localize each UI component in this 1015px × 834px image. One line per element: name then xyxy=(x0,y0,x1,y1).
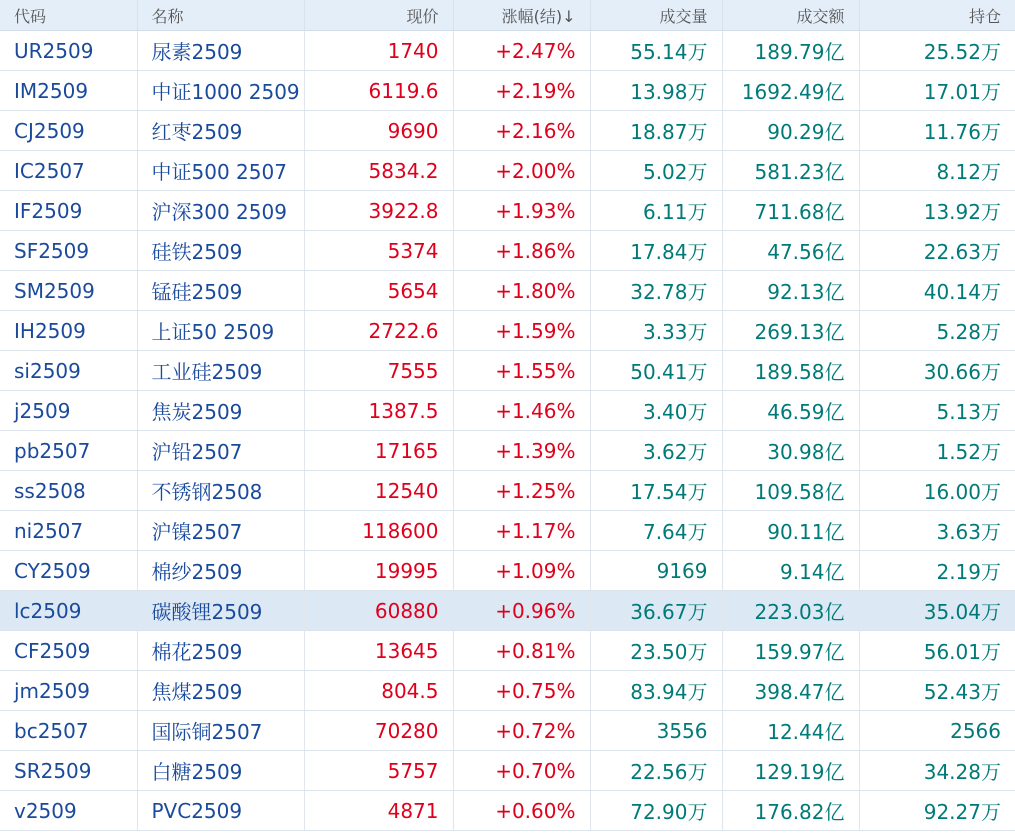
column-header-open-interest[interactable]: 持仓 xyxy=(859,0,1015,31)
table-row[interactable] xyxy=(0,631,1015,671)
open-interest-cell: 13.92万 xyxy=(859,191,1015,231)
contract-name-cell: 硅铁2509 xyxy=(137,231,304,271)
last-price-cell: 12540 xyxy=(304,471,453,511)
open-interest-cell: 2.19万 xyxy=(859,551,1015,591)
table-row[interactable] xyxy=(0,31,1015,71)
last-price-cell: 19995 xyxy=(304,551,453,591)
table-row[interactable] xyxy=(0,351,1015,391)
volume-cell: 55.14万 xyxy=(590,31,722,71)
volume-cell: 3556 xyxy=(590,711,722,751)
change-percent-cell: +1.80% xyxy=(453,271,590,311)
table-row[interactable] xyxy=(0,471,1015,511)
contract-code-cell: IC2507 xyxy=(0,151,137,191)
last-price-cell: 1387.5 xyxy=(304,391,453,431)
last-price-cell: 804.5 xyxy=(304,671,453,711)
contract-code-cell: ss2508 xyxy=(0,471,137,511)
volume-cell: 5.02万 xyxy=(590,151,722,191)
volume-cell: 13.98万 xyxy=(590,71,722,111)
open-interest-cell: 30.66万 xyxy=(859,351,1015,391)
change-percent-cell: +1.46% xyxy=(453,391,590,431)
turnover-amount-cell: 223.03亿 xyxy=(722,591,859,631)
turnover-amount-cell: 269.13亿 xyxy=(722,311,859,351)
table-row[interactable] xyxy=(0,71,1015,111)
open-interest-cell: 2566 xyxy=(859,711,1015,751)
turnover-amount-cell: 47.56亿 xyxy=(722,231,859,271)
change-percent-cell: +1.25% xyxy=(453,471,590,511)
turnover-amount-cell: 189.58亿 xyxy=(722,351,859,391)
contract-code-cell: IM2509 xyxy=(0,71,137,111)
contract-name-cell: 焦炭2509 xyxy=(137,391,304,431)
contract-name-cell: 焦煤2509 xyxy=(137,671,304,711)
change-percent-cell: +2.00% xyxy=(453,151,590,191)
contract-name-cell: 工业硅2509 xyxy=(137,351,304,391)
last-price-cell: 6119.6 xyxy=(304,71,453,111)
turnover-amount-cell: 9.14亿 xyxy=(722,551,859,591)
contract-name-cell: 中证1000 2509 xyxy=(137,71,304,111)
table-row[interactable] xyxy=(0,231,1015,271)
contract-name-cell: PVC2509 xyxy=(137,791,304,831)
change-percent-cell: +2.16% xyxy=(453,111,590,151)
open-interest-cell: 52.43万 xyxy=(859,671,1015,711)
contract-code-cell: IF2509 xyxy=(0,191,137,231)
turnover-amount-cell: 30.98亿 xyxy=(722,431,859,471)
volume-cell: 3.62万 xyxy=(590,431,722,471)
turnover-amount-cell: 90.11亿 xyxy=(722,511,859,551)
last-price-cell: 4871 xyxy=(304,791,453,831)
change-percent-cell: +1.59% xyxy=(453,311,590,351)
contract-code-cell: CF2509 xyxy=(0,631,137,671)
column-header-price[interactable]: 现价 xyxy=(304,0,453,31)
volume-cell: 6.11万 xyxy=(590,191,722,231)
turnover-amount-cell: 129.19亿 xyxy=(722,751,859,791)
open-interest-cell: 11.76万 xyxy=(859,111,1015,151)
turnover-amount-cell: 176.82亿 xyxy=(722,791,859,831)
contract-name-cell: 棉花2509 xyxy=(137,631,304,671)
change-percent-cell: +0.72% xyxy=(453,711,590,751)
table-row[interactable] xyxy=(0,551,1015,591)
volume-cell: 50.41万 xyxy=(590,351,722,391)
last-price-cell: 17165 xyxy=(304,431,453,471)
contract-code-cell: jm2509 xyxy=(0,671,137,711)
contract-name-cell: 沪镍2507 xyxy=(137,511,304,551)
open-interest-cell: 17.01万 xyxy=(859,71,1015,111)
table-row[interactable] xyxy=(0,271,1015,311)
last-price-cell: 60880 xyxy=(304,591,453,631)
table-row[interactable] xyxy=(0,151,1015,191)
volume-cell: 72.90万 xyxy=(590,791,722,831)
open-interest-cell: 35.04万 xyxy=(859,591,1015,631)
contract-code-cell: lc2509 xyxy=(0,591,137,631)
table-body xyxy=(0,31,1015,831)
column-header-amount[interactable]: 成交额 xyxy=(722,0,859,31)
table-row[interactable] xyxy=(0,431,1015,471)
contract-name-cell: 红枣2509 xyxy=(137,111,304,151)
change-percent-cell: +1.17% xyxy=(453,511,590,551)
contract-code-cell: CY2509 xyxy=(0,551,137,591)
turnover-amount-cell: 159.97亿 xyxy=(722,631,859,671)
last-price-cell: 9690 xyxy=(304,111,453,151)
volume-cell: 32.78万 xyxy=(590,271,722,311)
open-interest-cell: 25.52万 xyxy=(859,31,1015,71)
contract-name-cell: 中证500 2507 xyxy=(137,151,304,191)
column-header-volume[interactable]: 成交量 xyxy=(590,0,722,31)
turnover-amount-cell: 46.59亿 xyxy=(722,391,859,431)
open-interest-cell: 3.63万 xyxy=(859,511,1015,551)
last-price-cell: 2722.6 xyxy=(304,311,453,351)
open-interest-cell: 1.52万 xyxy=(859,431,1015,471)
last-price-cell: 7555 xyxy=(304,351,453,391)
volume-cell: 22.56万 xyxy=(590,751,722,791)
contract-code-cell: SM2509 xyxy=(0,271,137,311)
last-price-cell: 5654 xyxy=(304,271,453,311)
open-interest-cell: 92.27万 xyxy=(859,791,1015,831)
volume-cell: 7.64万 xyxy=(590,511,722,551)
volume-cell: 36.67万 xyxy=(590,591,722,631)
change-percent-cell: +1.86% xyxy=(453,231,590,271)
last-price-cell: 70280 xyxy=(304,711,453,751)
open-interest-cell: 5.28万 xyxy=(859,311,1015,351)
last-price-cell: 5374 xyxy=(304,231,453,271)
table-row[interactable] xyxy=(0,791,1015,831)
contract-code-cell: pb2507 xyxy=(0,431,137,471)
contract-code-cell: j2509 xyxy=(0,391,137,431)
table-row[interactable] xyxy=(0,311,1015,351)
volume-cell: 17.84万 xyxy=(590,231,722,271)
change-percent-cell: +1.93% xyxy=(453,191,590,231)
contract-name-cell: 沪深300 2509 xyxy=(137,191,304,231)
contract-name-cell: 国际铜2507 xyxy=(137,711,304,751)
table-row[interactable] xyxy=(0,391,1015,431)
last-price-cell: 3922.8 xyxy=(304,191,453,231)
volume-cell: 3.40万 xyxy=(590,391,722,431)
table-row[interactable] xyxy=(0,191,1015,231)
volume-cell: 23.50万 xyxy=(590,631,722,671)
last-price-cell: 118600 xyxy=(304,511,453,551)
last-price-cell: 13645 xyxy=(304,631,453,671)
change-percent-cell: +2.47% xyxy=(453,31,590,71)
contract-code-cell: bc2507 xyxy=(0,711,137,751)
contract-name-cell: 碳酸锂2509 xyxy=(137,591,304,631)
contract-name-cell: 锰硅2509 xyxy=(137,271,304,311)
change-percent-cell: +1.39% xyxy=(453,431,590,471)
change-percent-cell: +0.60% xyxy=(453,791,590,831)
open-interest-cell: 5.13万 xyxy=(859,391,1015,431)
turnover-amount-cell: 12.44亿 xyxy=(722,711,859,751)
turnover-amount-cell: 1692.49亿 xyxy=(722,71,859,111)
contract-code-cell: SR2509 xyxy=(0,751,137,791)
change-percent-cell: +0.81% xyxy=(453,631,590,671)
contract-code-cell: ni2507 xyxy=(0,511,137,551)
turnover-amount-cell: 92.13亿 xyxy=(722,271,859,311)
column-header-code[interactable]: 代码 xyxy=(0,0,137,31)
change-percent-cell: +0.70% xyxy=(453,751,590,791)
table-row[interactable] xyxy=(0,111,1015,151)
volume-cell: 18.87万 xyxy=(590,111,722,151)
open-interest-cell: 16.00万 xyxy=(859,471,1015,511)
contract-code-cell: v2509 xyxy=(0,791,137,831)
turnover-amount-cell: 581.23亿 xyxy=(722,151,859,191)
contract-code-cell: IH2509 xyxy=(0,311,137,351)
contract-name-cell: 尿素2509 xyxy=(137,31,304,71)
open-interest-cell: 22.63万 xyxy=(859,231,1015,271)
table-row[interactable] xyxy=(0,671,1015,711)
contract-code-cell: CJ2509 xyxy=(0,111,137,151)
open-interest-cell: 8.12万 xyxy=(859,151,1015,191)
open-interest-cell: 56.01万 xyxy=(859,631,1015,671)
turnover-amount-cell: 109.58亿 xyxy=(722,471,859,511)
turnover-amount-cell: 189.79亿 xyxy=(722,31,859,71)
turnover-amount-cell: 90.29亿 xyxy=(722,111,859,151)
volume-cell: 9169 xyxy=(590,551,722,591)
contract-code-cell: si2509 xyxy=(0,351,137,391)
contract-code-cell: SF2509 xyxy=(0,231,137,271)
contract-name-cell: 白糖2509 xyxy=(137,751,304,791)
open-interest-cell: 34.28万 xyxy=(859,751,1015,791)
column-header-change-sorted[interactable]: 涨幅(结)↓ xyxy=(453,0,590,31)
volume-cell: 83.94万 xyxy=(590,671,722,711)
open-interest-cell: 40.14万 xyxy=(859,271,1015,311)
change-percent-cell: +1.55% xyxy=(453,351,590,391)
last-price-cell: 5834.2 xyxy=(304,151,453,191)
turnover-amount-cell: 711.68亿 xyxy=(722,191,859,231)
table-row[interactable] xyxy=(0,711,1015,751)
table-row[interactable] xyxy=(0,751,1015,791)
last-price-cell: 5757 xyxy=(304,751,453,791)
turnover-amount-cell: 398.47亿 xyxy=(722,671,859,711)
table-row[interactable] xyxy=(0,511,1015,551)
change-percent-cell: +2.19% xyxy=(453,71,590,111)
contract-name-cell: 棉纱2509 xyxy=(137,551,304,591)
contract-name-cell: 沪铅2507 xyxy=(137,431,304,471)
volume-cell: 3.33万 xyxy=(590,311,722,351)
volume-cell: 17.54万 xyxy=(590,471,722,511)
contract-code-cell: UR2509 xyxy=(0,31,137,71)
table-header-row xyxy=(0,0,1015,31)
change-percent-cell: +1.09% xyxy=(453,551,590,591)
contract-name-cell: 上证50 2509 xyxy=(137,311,304,351)
last-price-cell: 1740 xyxy=(304,31,453,71)
table-row[interactable] xyxy=(0,591,1015,631)
contract-name-cell: 不锈钢2508 xyxy=(137,471,304,511)
column-header-name[interactable]: 名称 xyxy=(137,0,304,31)
change-percent-cell: +0.96% xyxy=(453,591,590,631)
change-percent-cell: +0.75% xyxy=(453,671,590,711)
